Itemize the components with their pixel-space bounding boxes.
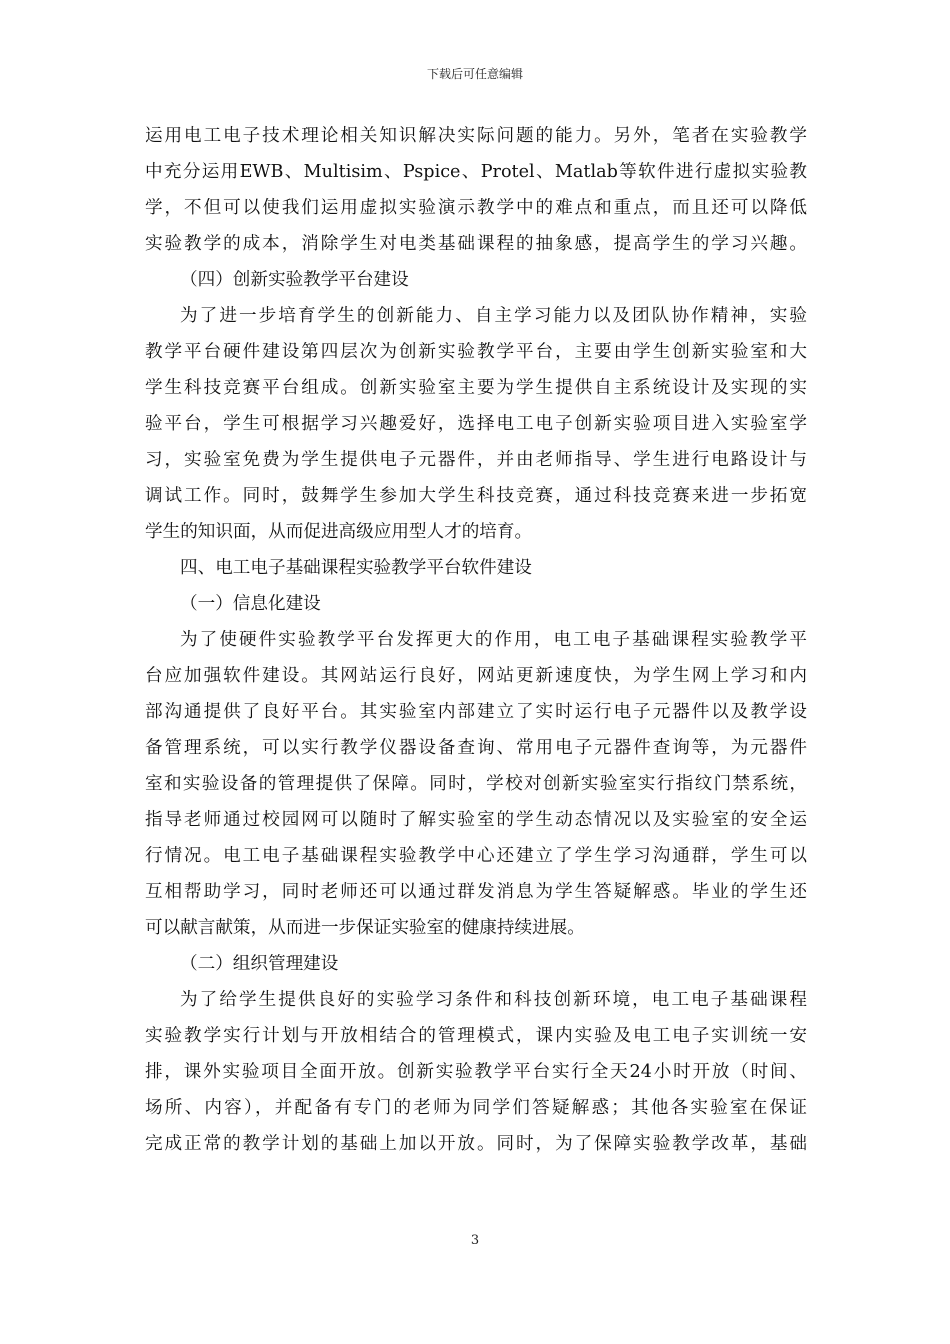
text-line: 调试工作。同时，鼓舞学生参加大学生科技竞赛，通过科技竞赛来进一步拓宽 [145,486,807,506]
text-line: 备管理系统，可以实行教学仪器设备查询、常用电子元器件查询等，为元器件 [145,738,807,758]
text-line: 习，实验室免费为学生提供电子元器件，并由老师指导、学生进行电路设计与 [145,450,807,470]
text-line: 排，课外实验项目全面开放。创新实验教学平台实行全天24小时开放（时间、 [145,1062,807,1082]
text-line: 学生的知识面，从而促进高级应用型人才的培育。 [145,522,533,542]
text-line: 室和实验设备的管理提供了保障。同时，学校对创新实验室实行指纹门禁系统， [145,774,807,794]
text-line: 实验教学实行计划与开放相结合的管理模式，课内实验及电工电子实训统一安 [145,1026,807,1046]
text-line: 台应加强软件建设。其网站运行良好，网站更新速度快，为学生网上学习和内 [145,666,807,686]
text-line: 教学平台硬件建设第四层次为创新实验教学平台，主要由学生创新实验室和大 [145,342,807,362]
text-line: 为了给学生提供良好的实验学习条件和科技创新环境，电工电子基础课程 [180,990,807,1010]
text-line: 场所、内容），并配备有专门的老师为同学们答疑解惑；其他各实验室在保证 [145,1098,807,1118]
text-line: 部沟通提供了良好平台。其实验室内部建立了实时运行电子元器件以及教学设 [145,702,807,722]
page-number: 3 [470,1233,480,1248]
text-line: 学生科技竞赛平台组成。创新实验室主要为学生提供自主系统设计及实现的实 [145,378,807,398]
section-heading: （一）信息化建设 [180,594,321,614]
section-heading: （四）创新实验教学平台建设 [180,270,409,290]
page-header: 下载后可任意编辑 [426,67,523,81]
text-line: 为了使硬件实验教学平台发挥更大的作用，电工电子基础课程实验教学平 [180,630,807,650]
text-line: 互相帮助学习，同时老师还可以通过群发消息为学生答疑解惑。毕业的学生还 [145,882,807,902]
text-line: 可以献言献策，从而进一步保证实验室的健康持续进展。 [145,918,585,938]
text-line: 行情况。电工电子基础课程实验教学中心还建立了学生学习沟通群，学生可以 [145,846,807,866]
section-heading: （二）组织管理建设 [180,954,339,974]
document-body [145,118,807,1162]
text-line: 验平台，学生可根据学习兴趣爱好，选择电工电子创新实验项目进入实验室学 [145,414,807,434]
text-line: 运用电工电子技术理论相关知识解决实际问题的能力。另外，笔者在实验教学 [145,126,807,146]
text-line: 实验教学的成本，消除学生对电类基础课程的抽象感，提高学生的学习兴趣。 [145,234,807,254]
text-line: 学，不但可以使我们运用虚拟实验演示教学中的难点和重点，而且还可以降低 [145,198,807,218]
text-line: 指导老师通过校园网可以随时了解实验室的学生动态情况以及实验室的安全运 [145,810,807,830]
text-line: 中充分运用EWB、Multisim、Pspice、Protel、Matlab等软件进行虚拟实验教 [145,162,807,182]
text-line: 为了进一步培育学生的创新能力、自主学习能力以及团队协作精神，实验 [180,306,807,326]
section-heading: 四、电工电子基础课程实验教学平台软件建设 [180,558,532,578]
text-line: 完成正常的教学计划的基础上加以开放。同时，为了保障实验教学改革，基础 [145,1134,807,1154]
